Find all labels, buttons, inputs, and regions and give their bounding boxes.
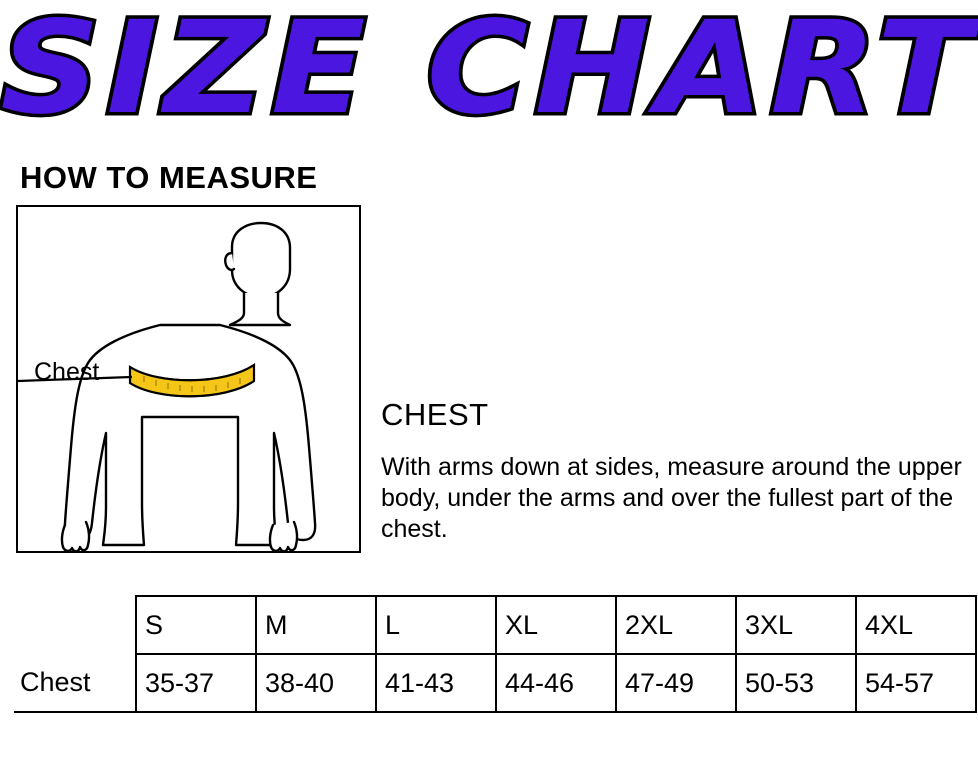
table-header-4xl: 4XL (856, 596, 976, 654)
table-header-m: M (256, 596, 376, 654)
page-title (0, 0, 978, 144)
description-body: With arms down at sides, measure around the upper body, under the arms and over the fullest part of the chest. (381, 453, 962, 543)
table-cell-chest-l: 41-43 (376, 654, 496, 712)
table-cell-chest-m: 38-40 (256, 654, 376, 712)
table-row-label-chest: Chest (14, 654, 136, 712)
table-cell-chest-3xl: 50-53 (736, 654, 856, 712)
table-header-2xl: 2XL (616, 596, 736, 654)
table-cell-chest-s: 35-37 (136, 654, 256, 712)
chest-callout-label: Chest (34, 358, 100, 386)
page-title-text: SIZE CHART (0, 0, 978, 143)
table-header-xl: XL (496, 596, 616, 654)
table-cell-chest-xl: 44-46 (496, 654, 616, 712)
size-table (14, 595, 977, 713)
table-header-row (14, 596, 976, 654)
table-corner-cell (14, 596, 136, 654)
how-to-measure-heading: HOW TO MEASURE (20, 160, 318, 195)
description-heading: CHEST (381, 397, 489, 432)
table-row (14, 654, 976, 712)
table-header-s: S (136, 596, 256, 654)
table-cell-chest-4xl: 54-57 (856, 654, 976, 712)
table-cell-chest-2xl: 47-49 (616, 654, 736, 712)
table-header-3xl: 3XL (736, 596, 856, 654)
table-header-l: L (376, 596, 496, 654)
